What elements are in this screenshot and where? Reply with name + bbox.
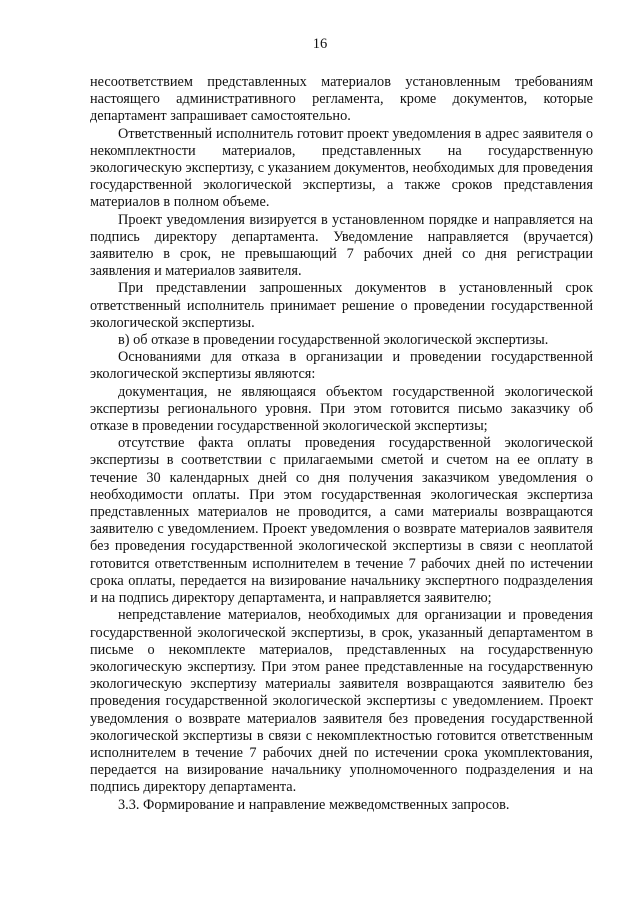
paragraph-refusal-heading: в) об отказе в проведении государственной экологической экспертизы. [118,332,549,349]
paragraph-ground-incomplete: непредставление материалов, необходимых для организации и проведения государственной экологической экспертизы, в срок, указанный департаментом в письме о некомплекте материалов, представленных на государственную экологическую экспертизу. При этом ранее представленные на государственную экологическую экспертизу материалы заявителя возвращаются заявителю без проведения государственной экологической экспертизы с уведомлением. Проект уведомления о возврате материалов заявителя без проведения государственной экологической экспертизы в связи с некомплектностью готовится ответственным исполнителем в течение 7 рабочих дней по истечении срока укомплектования, передается на визирование начальнику уполномоченного подразделения и на подпись директору департамента. [90,607,593,796]
page-number: 16 [312,36,328,52]
document-body [90,74,593,814]
paragraph-notice-preparation: Ответственный исполнитель готовит проект уведомления в адрес заявителя о некомплектности материалов, представленных на государственную экологическую экспертизу, с указанием документов, необходимых для проведения государственной экологической экспертизы, а также сроков представления материалов в полном объеме. [90,125,593,211]
paragraph-ground-no-payment: отсутствие факта оплаты проведения государственной экологической экспертизы в соответствии с прилагаемыми сметой и счетом на ее оплату в течение 30 календарных дней со дня получения заказчиком уведомления о необходимости оплаты. При этом государственная экологическая экспертиза представленных материалов не проводится, а сами материалы возвращаются заявителю с уведомлением. Проект уведомления о возврате материалов заявителя без проведения государственной экологической экспертизы в связи с неоплатой готовится ответственным исполнителем в течение 7 рабочих дней по истечении срока оплаты, передается на визирование начальнику экспертного подразделения и на подпись директору департамента, и направляется заявителю; [90,435,593,607]
paragraph-notice-approval: Проект уведомления визируется в установленном порядке и направляется на подпись директору департамента. Уведомление направляется (вручается) заявителю в срок, не превышающий 7 рабочих дней со дня регистрации заявления и материалов заявителя. [90,211,593,280]
paragraph-documents-submitted: При представлении запрошенных документов в установленный срок ответственный исполнитель принимает решение о проведении государственной экологической экспертизы. [90,280,593,331]
paragraph-section-3-3: 3.3. Формирование и направление межведомственных запросов. [118,796,510,813]
paragraph-ground-not-object: документация, не являющаяся объектом государственной экологической экспертизы регионального уровня. При этом готовится письмо заказчику об отказе в проведении государственной экологической экспертизы; [90,383,593,435]
paragraph-continuation: несоответствием представленных материалов установленным требованиям настоящего административного регламента, кроме документов, которые департамент запрашивает самостоятельно. [90,74,593,125]
paragraph-refusal-grounds: Основаниями для отказа в организации и проведении государственной экологической экспертизы являются: [90,349,593,383]
